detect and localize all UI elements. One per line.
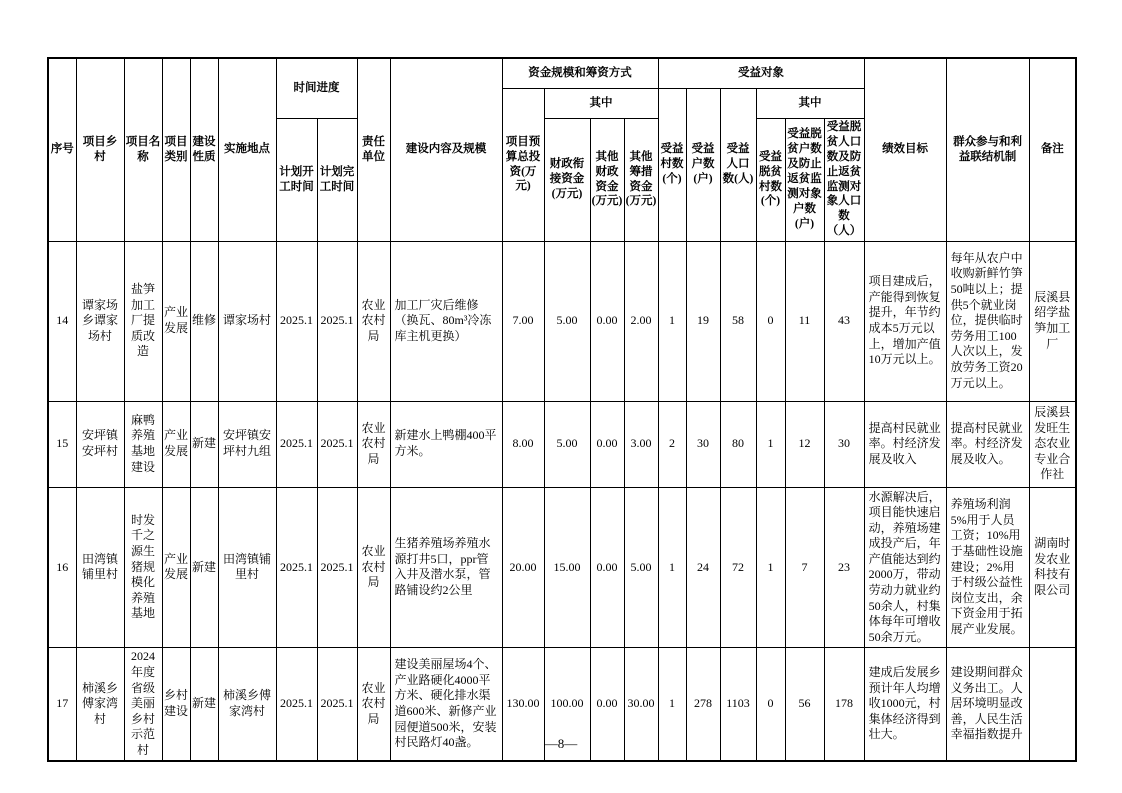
col-performance: 绩效目标 [864,58,946,241]
col-funding-group: 资金规模和筹资方式 [502,58,658,88]
cell-no: 17 [48,648,76,761]
cell-remark: 湖南时发农业科技有限公司 [1029,487,1076,648]
cell-plan-start: 2025.1 [276,648,317,761]
cell-plan-end: 2025.1 [317,487,357,648]
cell-category: 乡村建设 [162,648,190,761]
cell-unit: 农业农村局 [357,648,390,761]
cell-total-budget: 20.00 [502,487,544,648]
cell-benefit-villages: 1 [658,487,686,648]
col-content: 建设内容及规模 [390,58,502,241]
cell-nature: 新建 [190,401,218,487]
cell-other-raised-fund: 30.00 [624,648,658,761]
cell-participation: 每年从农户中收购新鲜竹笋50吨以上；提供5个就业岗位，提供临时劳务用工100人次以上，发放劳务工资20万元以上。 [946,241,1029,401]
cell-plan-start: 2025.1 [276,241,317,401]
project-plan-table [47,57,1077,762]
cell-performance: 水源解决后，项目能快速启动，养殖场建成投产后，年产值能达到约2000万，带动劳动力就业约50余人，村集体每年可增收50余万元。 [864,487,946,648]
cell-location: 安坪镇安坪村九组 [218,401,276,487]
cell-plan-end: 2025.1 [317,241,357,401]
col-benefit-households: 受益户数(户) [686,88,720,241]
cell-performance: 提高村民就业率。村经济发展及收入 [864,401,946,487]
cell-project-name: 时发千之源生猪规模化养殖基地 [124,487,162,648]
col-nature: 建设性质 [190,58,218,241]
cell-benefit-households: 278 [686,648,720,761]
cell-category: 产业发展 [162,487,190,648]
cell-other-fiscal-fund: 0.00 [590,241,624,401]
cell-content: 加工厂灾后维修（换瓦、80m³冷冻库主机更换） [390,241,502,401]
cell-benefit-people: 72 [720,487,756,648]
col-benefit-villages: 受益村数(个) [658,88,686,241]
cell-poor-villages: 1 [756,487,785,648]
cell-poor-people: 23 [824,487,864,648]
col-location: 实施地点 [218,58,276,241]
cell-location: 田湾镇铺里村 [218,487,276,648]
cell-fiscal-fund: 100.00 [544,648,590,761]
cell-participation: 提高村民就业率。村经济发展及收入。 [946,401,1029,487]
col-participation: 群众参与和利益联结机制 [946,58,1029,241]
cell-project-name: 2024年度省级美丽乡村示范村 [124,648,162,761]
col-schedule-group: 时间进度 [276,58,357,118]
cell-performance: 建成后发展乡预计年人均增收1000元，村集体经济得到壮大。 [864,648,946,761]
cell-fiscal-fund: 15.00 [544,487,590,648]
cell-other-fiscal-fund: 0.00 [590,401,624,487]
col-unit: 责任单位 [357,58,390,241]
cell-fiscal-fund: 5.00 [544,241,590,401]
col-poor-households: 受益脱贫户数及防止返贫监测对象户数(户) [785,118,824,241]
col-project-name: 项目名称 [124,58,162,241]
col-among-funding: 其中 [544,88,658,118]
col-poor-people: 受益脱贫人口数及防止返贫监测对象人口数（人） [824,118,864,241]
cell-unit: 农业农村局 [357,487,390,648]
col-beneficiary-group: 受益对象 [658,58,864,88]
cell-remark: 辰溪县绍学盐笋加工厂 [1029,241,1076,401]
cell-benefit-people: 1103 [720,648,756,761]
col-remark: 备注 [1029,58,1076,241]
table-row [48,241,1076,401]
cell-poor-households: 7 [785,487,824,648]
cell-nature: 新建 [190,487,218,648]
col-other-raised-fund: 其他筹措资金(万元) [624,118,658,241]
cell-poor-villages: 0 [756,648,785,761]
cell-category: 产业发展 [162,241,190,401]
cell-other-raised-fund: 2.00 [624,241,658,401]
cell-fiscal-fund: 5.00 [544,401,590,487]
cell-performance: 项目建成后，产能得到恢复提升，年节约成本5万元以上，增加产值10万元以上。 [864,241,946,401]
cell-benefit-households: 24 [686,487,720,648]
cell-total-budget: 8.00 [502,401,544,487]
cell-participation: 养殖场利润5%用于人员工资；10%用于基础性设施建设；2%用于村级公益性岗位支出，余下资金用于拓展产业发展。 [946,487,1029,648]
col-no: 序号 [48,58,76,241]
table-row [48,401,1076,487]
col-plan-start: 计划开工时间 [276,118,317,241]
cell-no: 16 [48,487,76,648]
col-category: 项目类别 [162,58,190,241]
cell-project-name: 盐笋加工厂提质改造 [124,241,162,401]
cell-poor-people: 43 [824,241,864,401]
table-header [48,58,1076,241]
cell-benefit-households: 30 [686,401,720,487]
cell-location: 谭家场村 [218,241,276,401]
cell-participation: 建设期间群众义务出工。人居环境明显改善，人民生活幸福指数提升 [946,648,1029,761]
col-among-beneficiary: 其中 [756,88,864,118]
cell-other-fiscal-fund: 0.00 [590,648,624,761]
col-benefit-people: 受益人口数(人) [720,88,756,241]
cell-plan-end: 2025.1 [317,648,357,761]
cell-unit: 农业农村局 [357,241,390,401]
cell-content: 新建水上鸭棚400平方米。 [390,401,502,487]
col-poor-villages: 受益脱贫村数(个) [756,118,785,241]
cell-benefit-villages: 2 [658,401,686,487]
cell-poor-households: 12 [785,401,824,487]
cell-other-raised-fund: 5.00 [624,487,658,648]
cell-plan-start: 2025.1 [276,487,317,648]
cell-plan-start: 2025.1 [276,401,317,487]
cell-village: 谭家场乡谭家场村 [76,241,124,401]
cell-village: 柿溪乡傅家湾村 [76,648,124,761]
cell-category: 产业发展 [162,401,190,487]
cell-poor-people: 30 [824,401,864,487]
cell-poor-households: 11 [785,241,824,401]
cell-benefit-villages: 1 [658,648,686,761]
cell-nature: 维修 [190,241,218,401]
cell-other-fiscal-fund: 0.00 [590,487,624,648]
cell-benefit-people: 80 [720,401,756,487]
col-total-budget: 项目预算总投资(万元) [502,88,544,241]
cell-other-raised-fund: 3.00 [624,401,658,487]
cell-total-budget: 130.00 [502,648,544,761]
cell-remark: 辰溪县发旺生态农业专业合作社 [1029,401,1076,487]
cell-unit: 农业农村局 [357,401,390,487]
cell-benefit-people: 58 [720,241,756,401]
cell-benefit-households: 19 [686,241,720,401]
page-number: —8— [544,736,578,751]
table-row [48,487,1076,648]
cell-poor-people: 178 [824,648,864,761]
cell-total-budget: 7.00 [502,241,544,401]
cell-content: 建设美丽屋场4个、产业路硬化4000平方米、硬化排水渠道600米、新修产业园便道500米，安装村民路灯40盏。 [390,648,502,761]
col-village: 项目乡村 [76,58,124,241]
cell-plan-end: 2025.1 [317,401,357,487]
col-fiscal-fund: 财政衔接资金(万元) [544,118,590,241]
cell-location: 柿溪乡傅家湾村 [218,648,276,761]
col-plan-end: 计划完工时间 [317,118,357,241]
cell-no: 14 [48,241,76,401]
cell-village: 安坪镇安坪村 [76,401,124,487]
cell-poor-villages: 1 [756,401,785,487]
cell-benefit-villages: 1 [658,241,686,401]
cell-poor-villages: 0 [756,241,785,401]
col-other-fiscal-fund: 其他财政资金(万元) [590,118,624,241]
cell-nature: 新建 [190,648,218,761]
cell-village: 田湾镇铺里村 [76,487,124,648]
cell-poor-households: 56 [785,648,824,761]
cell-no: 15 [48,401,76,487]
cell-content: 生猪养殖场养殖水源打井5口，ppr管入井及潜水泵，管路铺设约2公里 [390,487,502,648]
cell-project-name: 麻鸭养殖基地建设 [124,401,162,487]
